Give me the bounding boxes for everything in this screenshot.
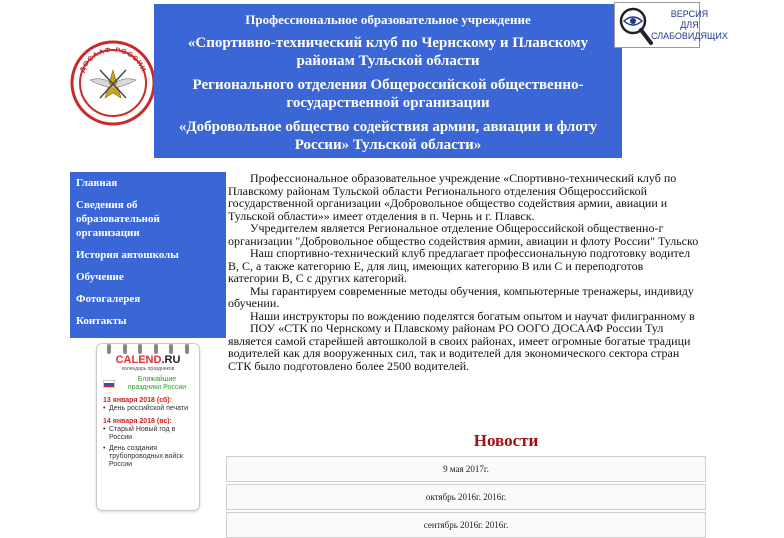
holiday-calendar-widget[interactable] bbox=[96, 343, 200, 511]
training-line: Наш спортивно-технический клуб предлагает профессиональную подготовку водител bbox=[250, 246, 691, 260]
main-content bbox=[228, 172, 700, 372]
calendar-logo-domain: .RU bbox=[161, 354, 181, 366]
intro-line: Тульской области»» имеет отделения в п. Чернь и г. Плавск. bbox=[228, 208, 535, 223]
calendar-logo[interactable] bbox=[97, 354, 199, 366]
sidebar-item-home[interactable]: Главная bbox=[76, 177, 118, 189]
calendar-date: 14 января 2018 (вс): bbox=[103, 418, 172, 425]
accessibility-text-line1: ВЕРСИЯ bbox=[670, 8, 709, 19]
news-item[interactable]: октябрь 2016г. 2016г. bbox=[226, 484, 706, 510]
dosaaf-logo[interactable] bbox=[70, 40, 156, 126]
news-item[interactable]: 9 мая 2017г. bbox=[226, 456, 706, 482]
svg-text:ДОСААФ РОССИИ: ДОСААФ РОССИИ bbox=[79, 46, 147, 74]
sidebar-item-about-organization[interactable]: Сведения об образовательной организации bbox=[76, 199, 160, 239]
magnifier-eye-icon bbox=[615, 3, 655, 47]
sidebar-nav bbox=[70, 172, 226, 338]
calendar-subtitle: календарь праздников bbox=[121, 366, 175, 372]
calendar-event[interactable]: • Старый Новый год в России bbox=[97, 426, 199, 442]
intro-line: Плавскому районам Тульской области Регионального отделения Общероссийской bbox=[228, 183, 648, 198]
sidebar-item-contacts[interactable]: Контакты bbox=[76, 315, 127, 327]
header-regional-office: Регионального отделения Общероссийской общественно-государственной организации bbox=[192, 77, 584, 111]
header-banner bbox=[154, 4, 622, 158]
intro-line: Профессиональное образовательное учреждение «Спортивно-технический клуб по bbox=[250, 171, 677, 185]
founder-line: Учредителем является Региональное отделение Общероссийской общественно-г bbox=[250, 221, 664, 235]
calendar-logo-main: CALEND bbox=[115, 354, 162, 366]
calendar-date: 13 января 2018 (сб): bbox=[103, 397, 172, 404]
sidebar-item-training[interactable]: Обучение bbox=[76, 271, 124, 283]
calendar-rings bbox=[97, 344, 199, 354]
methods-line: обучении. bbox=[228, 296, 280, 310]
sidebar-item-photo-gallery[interactable]: Фотогалерея bbox=[76, 293, 141, 305]
accessibility-text-line2: ДЛЯ bbox=[680, 19, 699, 30]
sidebar-item-history[interactable]: История автошколы bbox=[76, 249, 179, 261]
calendar-event[interactable]: • День создания трубопроводных войск России bbox=[97, 445, 199, 469]
methods-line: Мы гарантируем современные методы обучения, компьютерные тренажеры, индивиду bbox=[250, 283, 694, 298]
accessibility-text-line3: СЛАБОВИДЯЩИХ bbox=[651, 30, 728, 41]
intro-line: государственной организации «Добровольное общество содействия армии, авиации и bbox=[228, 196, 668, 210]
history-line: является самой старейшей автошколой в своих районах, имеет огромные богатые традици bbox=[228, 333, 691, 348]
founder-line: организации "Добровольное общество содействия армии, авиации и флоту России" Тульско bbox=[228, 233, 699, 248]
header-club-name: «Спортивно-технический клуб по Чернскому и Плавскому районам Тульской области bbox=[187, 35, 589, 69]
training-line: B, C, а также категорию Е, для лиц, имеющих категорию В или С и переподготов bbox=[228, 258, 644, 273]
news-heading: Новости bbox=[473, 431, 539, 450]
instructors-line: Наши инструкторы по вождению поделятся богатым опытом и научат филигранному в bbox=[250, 308, 695, 323]
header-org-type: Профессиональное образовательное учреждение bbox=[245, 12, 531, 27]
news-item[interactable]: сентябрь 2016г. 2016г. bbox=[226, 512, 706, 538]
training-line: категории В, С с других категорий. bbox=[228, 271, 408, 285]
history-line: СТК было подготовлено более 2500 водителей. bbox=[228, 358, 470, 373]
history-line: водителей как для вооруженных сил, так и водителей для экономического сектора стран bbox=[228, 346, 680, 360]
calendar-nearest-holidays[interactable]: Ближайшие праздники России bbox=[127, 376, 187, 391]
header-dosaaf-name: «Добровольное общество содействия армии, авиации и флоту России» Тульской области» bbox=[178, 119, 598, 153]
vision-impaired-version-button[interactable] bbox=[614, 2, 728, 48]
russia-flag-icon bbox=[103, 380, 115, 388]
calendar-event[interactable]: • День российской печати bbox=[97, 405, 199, 413]
history-line: ПОУ «СТК по Чернскому и Плавскому районам РО ООГО ДОСААФ России Тул bbox=[250, 321, 664, 335]
